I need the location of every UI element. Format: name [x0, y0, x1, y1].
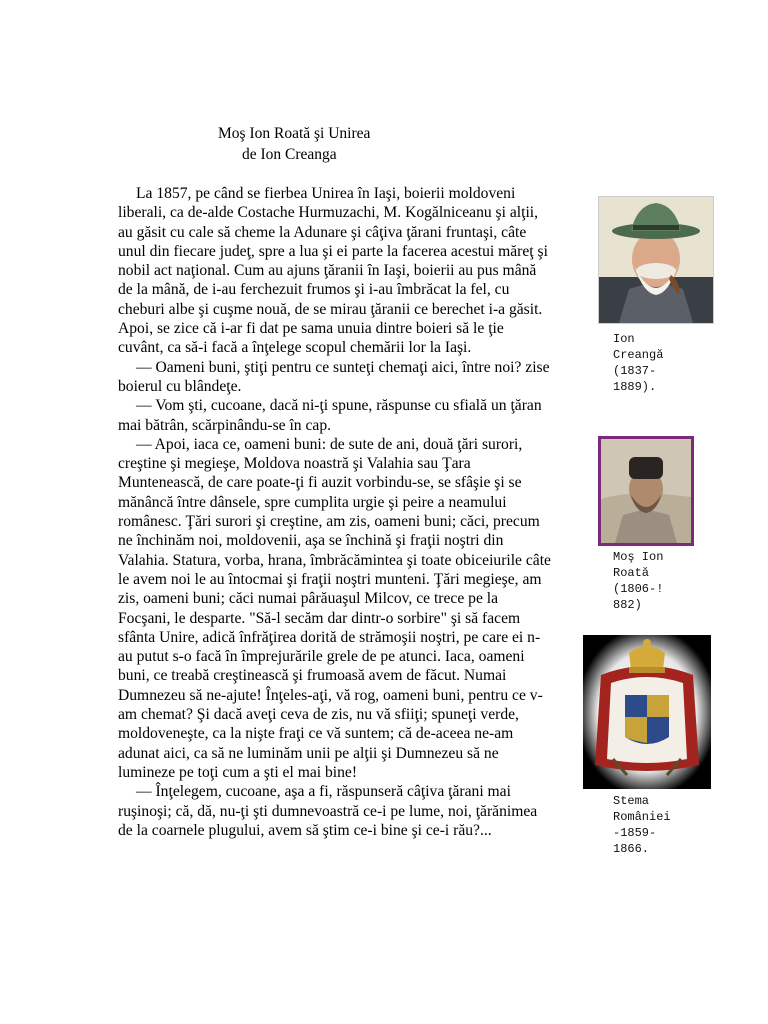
story-text — [118, 184, 552, 840]
paragraph: — Oameni buni, ştiţi pentru ce sunteţi chemaţi aici, între noi? zise boierul cu blândeţe. — [118, 358, 550, 395]
paragraph: — Vom şti, cucoane, dacă ni-ţi spune, răspunse cu sfială un ţăran mai bătrân, scărpinându-se în cap. — [118, 397, 542, 434]
document-title: Moş Ion Roată şi Unirea — [218, 125, 371, 142]
portrait-icon — [601, 439, 691, 543]
figure-caption: Stema României -1859- 1866. — [613, 794, 671, 856]
coat-of-arms-icon — [583, 635, 711, 789]
coat-of-arms-image — [583, 635, 711, 789]
figure-caption: Ion Creangă (1837- 1889). — [613, 332, 664, 394]
document-author: de Ion Creanga — [242, 146, 337, 163]
paragraph: — Apoi, iaca ce, oameni buni: de sute de ani, două ţări surori, creştine şi megieşe, Moldova noastră şi Valahia sau Ţara Muntenească, de care poate-ţi fi auzit vorbindu-se, se sfâşie şi se mănâncă între dânsele, spre cumplita urgie şi peire a neamului românesc. Ţări surori şi creştine, am zis, oameni buni; căci, precum ne închinăm noi, moldovenii, aşa se închină şi fraţii noştri din Valahia. Statura, vorba, hrana, îmbrăcămintea şi toate obiceiurile câte le avem noi le au întocmai şi fraţii noştri munteni. Ţări megieşe, am zis, oameni buni; căci numai pârăuaşul Milcov, ce trece pe la Focşani, le desparte. "Să-l secăm dar dintr-o sorbire" şi să facem sfânta Unire, adică înfrăţirea dorită de strămoşii noştri, pe care ei n-au putut s-o facă în împrejurările grele de pe atunci. Iaca, oameni buni, ce treabă creştinească şi frumoasă avem de făcut. Numai Dumnezeu să ne-ajute! Înţeles-aţi, vă rog, oameni buni, pentru ce v-am chemat? Şi dacă aveţi ceva de zis, nu vă sfiiţi; spuneţi verde, moldoveneşte, ca la nişte fraţi ce vă suntem; că de-aceea ne-am adunat aici, ca să ne luminăm unii pe alţii şi Dumnezeu să ne lumineze pe toţi cum a şti el mai bine! — [118, 435, 551, 781]
figure-caption: Moş Ion Roată (1806-! 882) — [613, 550, 664, 612]
mos-ion-roata-portrait — [598, 436, 694, 546]
paragraph: La 1857, pe când se fierbea Unirea în Iaşi, boierii moldoveni liberali, ca de-alde Costache Hurmuzachi, M. Kogălniceanu şi alţii, au găsit cu cale să cheme la Adunare şi câţiva ţărani fruntaşi, câte unul din fiecare judeţ, spre a lua şi ei parte la facerea acestui măreţ şi nobil act naţional. Cum au ajuns ţăranii în Iaşi, boierii au pus mână de la mână, de i-au ferchezuit frumos şi i-au îmbrăcat la fel, cu cheburi albe şi cuşme nouă, de se mirau ţăranii ce berechet i-a găsit. Apoi, se zice că i-ar fi dat pe sama unuia dintre boieri să le ţie cuvânt, ca să-i facă a înţelege scopul chemării lor la Iaşi. — [118, 185, 548, 357]
ion-creanga-portrait — [598, 196, 714, 324]
portrait-icon — [599, 197, 713, 323]
paragraph: — Înţelegem, cucoane, aşa a fi, răspunseră câţiva ţărani mai ruşinoşi; că, dă, nu-ţi şti dumnevoastră ce-i pe lume, noi, ţărănimea de la coarnele plugului, avem să ştim ce-i bine şi ce-i rău?... — [118, 783, 538, 839]
